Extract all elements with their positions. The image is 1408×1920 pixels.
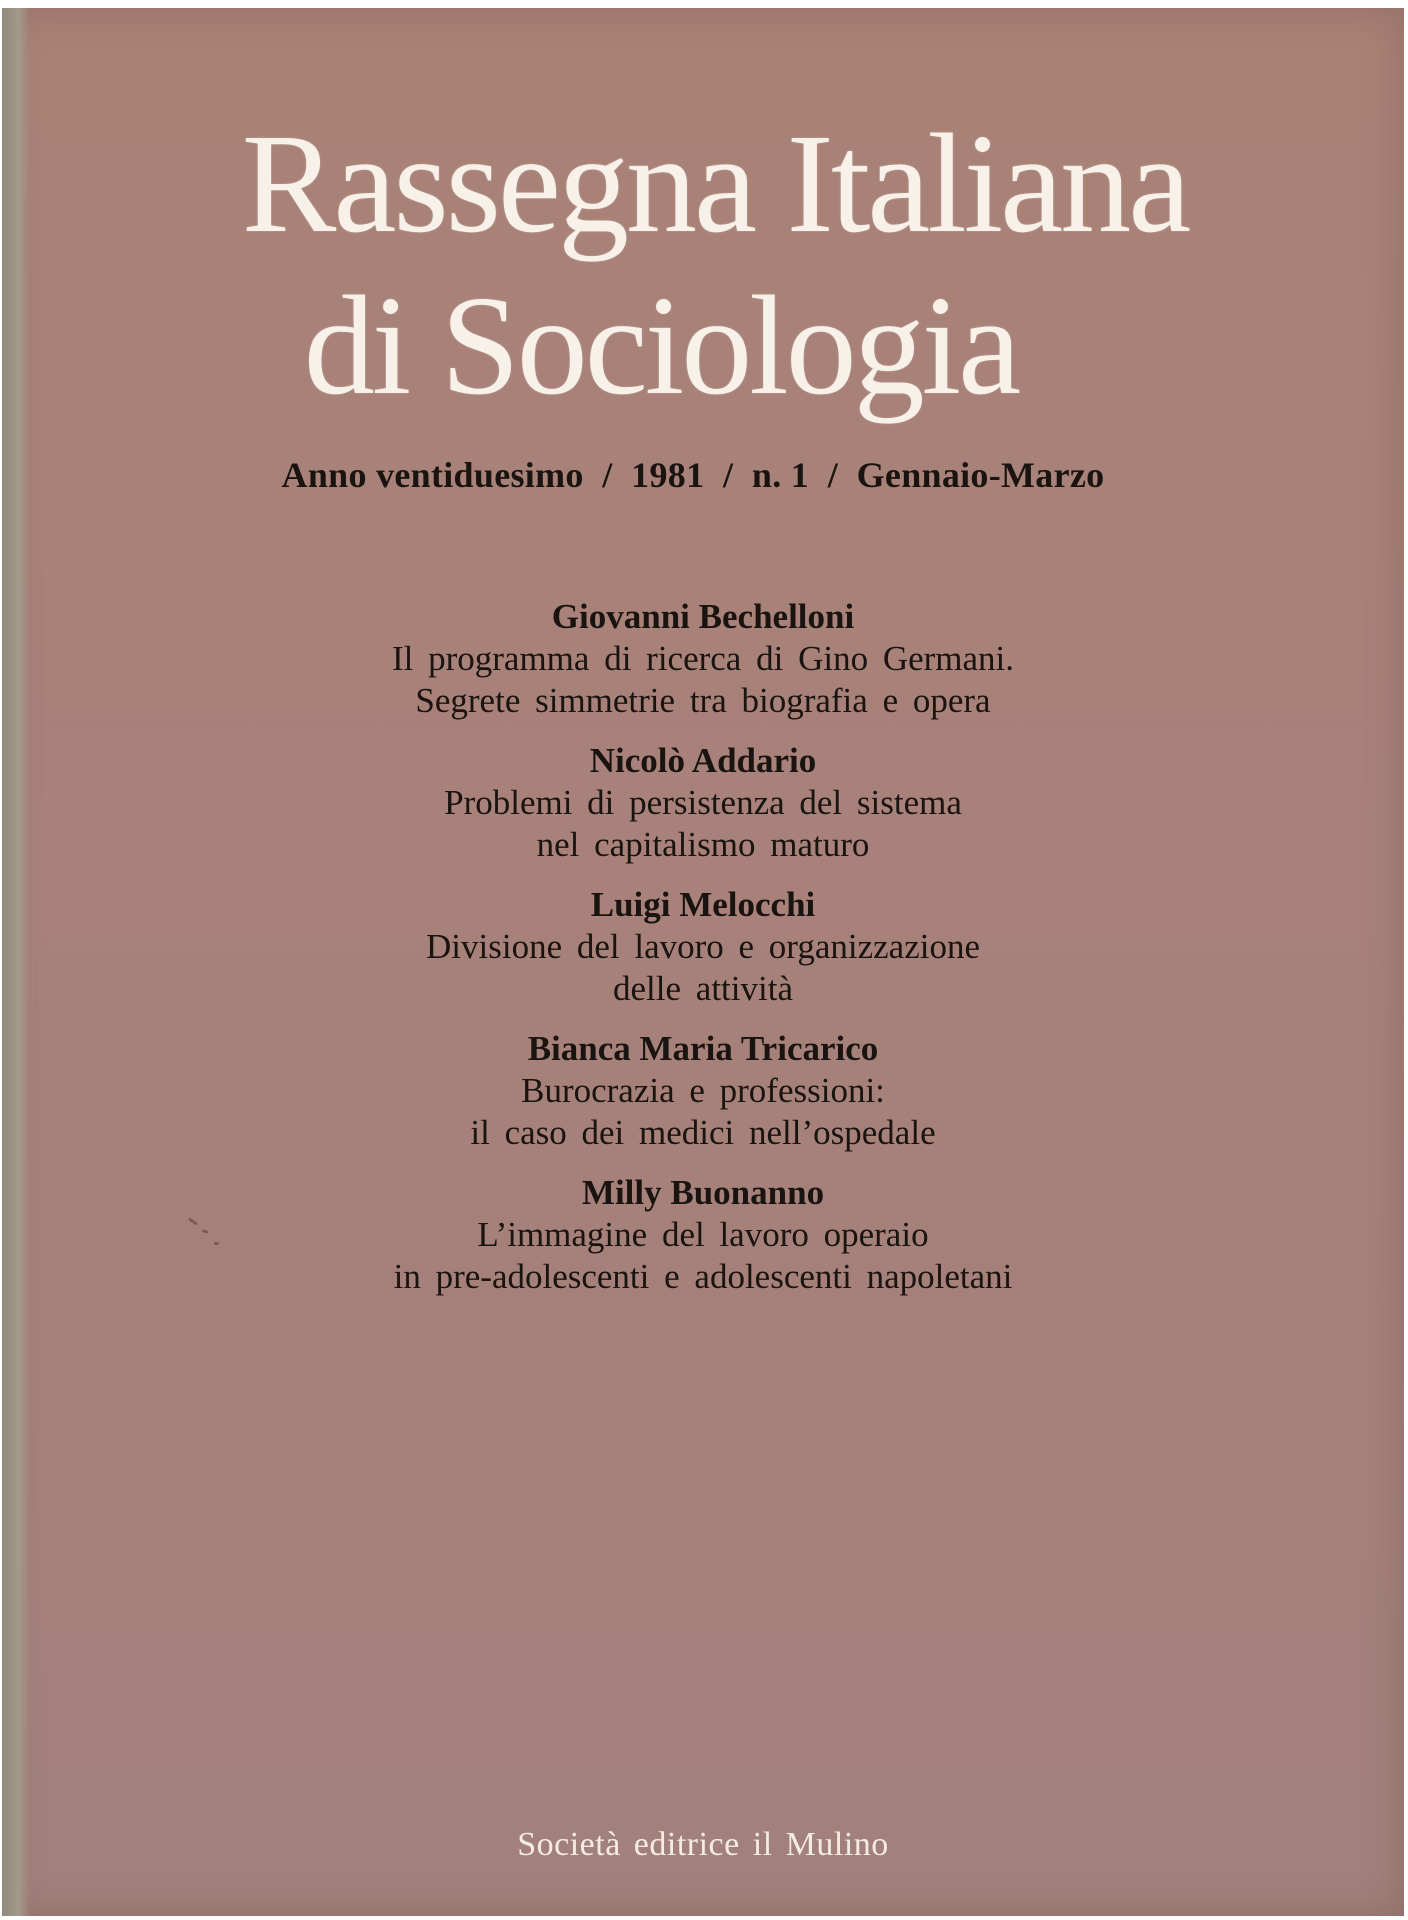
article-title-line: Problemi di persistenza del sistema (444, 783, 962, 822)
article-entry (2, 740, 1404, 866)
article-entry (2, 1028, 1404, 1154)
article-title-line: Burocrazia e professioni: (521, 1071, 885, 1110)
article-title-line: nel capitalismo maturo (536, 825, 870, 864)
article-title-line: in pre-adolescenti e adolescenti napoletani (393, 1257, 1013, 1296)
article-author: Luigi Melocchi (590, 885, 816, 924)
article-entry (2, 1172, 1404, 1298)
article-author: Milly Buonanno (581, 1173, 825, 1212)
article-title-line: Il programma di ricerca di Gino Germani. (391, 639, 1015, 678)
publisher-name: Società editrice il Mulino (517, 1826, 889, 1863)
article-author: Bianca Maria Tricarico (527, 1029, 879, 1068)
table-of-contents (2, 596, 1404, 1316)
article-title-line: il caso dei medici nell’ospedale (470, 1113, 936, 1152)
article-title-line: Divisione del lavoro e organizzazione (426, 927, 980, 966)
issue-info: Anno ventiduesimo / 1981 / n. 1 / Gennaio-Marzo (281, 455, 1105, 495)
article-title-line: L’immagine del lavoro operaio (477, 1215, 929, 1254)
journal-title-line-1: Rassegna Italiana (241, 104, 1189, 262)
article-entry (2, 596, 1404, 722)
article-author: Nicolò Addario (589, 741, 817, 780)
journal-title-line-2: di Sociologia (303, 266, 1019, 424)
article-title-line: Segrete simmetrie tra biografia e opera (415, 681, 991, 720)
article-title-line: delle attività (613, 969, 793, 1008)
journal-cover (2, 8, 1404, 1916)
article-author: Giovanni Bechelloni (551, 597, 855, 636)
article-entry (2, 884, 1404, 1010)
paper-mark (214, 1242, 219, 1245)
